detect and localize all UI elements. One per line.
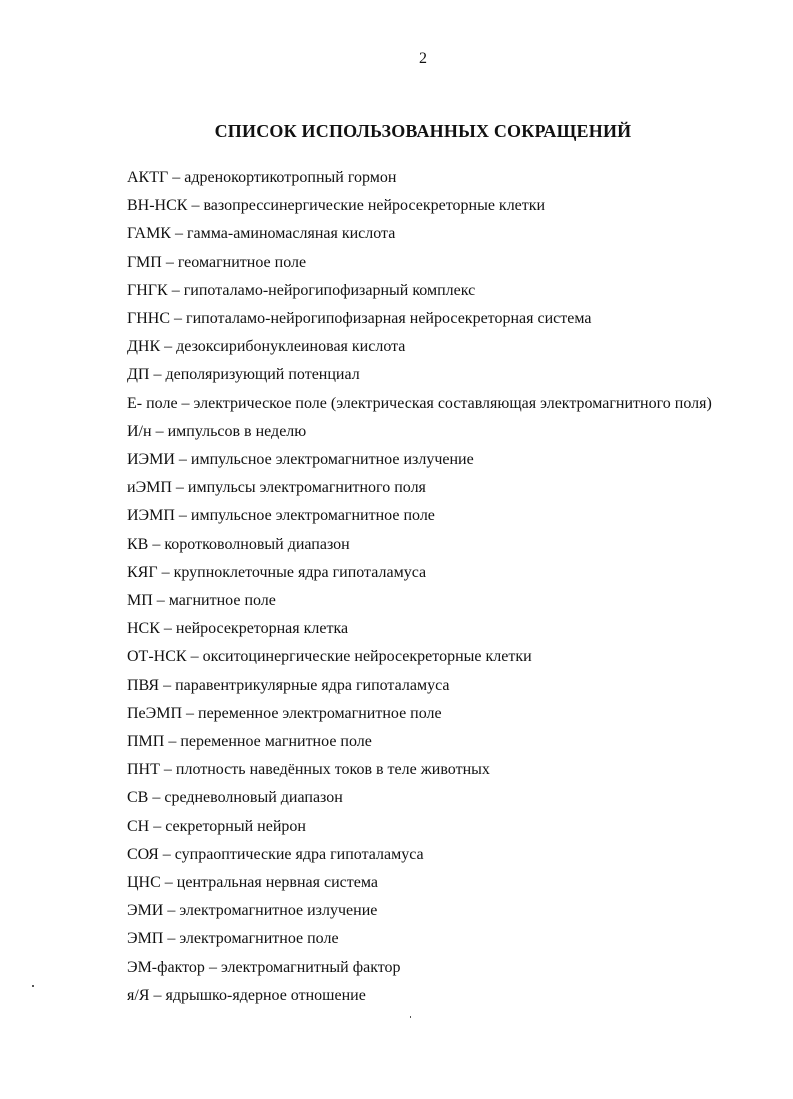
abbreviation-definition: импульсов в неделю — [167, 422, 307, 440]
abbreviation-entry — [127, 531, 717, 559]
abbreviation-definition: электромагнитный фактор — [220, 958, 401, 976]
abbreviation-definition: гипоталамо-нейрогипофизарная нейросекреторная система — [186, 310, 592, 328]
abbreviation-term: ДНК — [127, 338, 161, 356]
abbreviation-term: МП — [127, 592, 153, 610]
abbreviation-entry — [127, 361, 717, 389]
abbreviation-definition: переменное магнитное поле — [180, 733, 372, 751]
abbreviation-definition: электромагнитное поле — [179, 930, 339, 948]
abbreviation-dash: – — [171, 281, 180, 299]
abbreviation-entry — [127, 418, 717, 446]
abbreviation-dash: – — [161, 563, 170, 581]
abbreviation-definition: плотность наведённых токов в теле животных — [175, 761, 490, 779]
abbreviation-dash: – — [152, 789, 161, 807]
abbreviation-term: ПМП — [127, 733, 165, 751]
page-number: 2 — [419, 50, 427, 67]
abbreviation-definition: импульсное электромагнитное поле — [190, 507, 435, 525]
abbreviation-definition: деполяризующий потенциал — [165, 366, 360, 384]
abbreviation-term: ЭМИ — [127, 902, 164, 920]
abbreviation-dash: – — [181, 394, 190, 412]
abbreviation-dash: – — [162, 845, 171, 863]
abbreviation-entry — [127, 192, 717, 220]
abbreviation-dash: – — [178, 507, 187, 525]
abbreviation-definition: геомагнитное поле — [177, 253, 307, 271]
abbreviation-term: ГННС — [127, 310, 171, 328]
abbreviation-term: СН — [127, 817, 150, 835]
abbreviation-dash: – — [191, 197, 200, 215]
abbreviation-term: ПеЭМП — [127, 704, 182, 722]
abbreviation-dash: – — [163, 676, 172, 694]
abbreviation-entry — [127, 615, 717, 643]
abbreviation-dash: – — [153, 366, 162, 384]
abbreviation-definition: гипоталамо-нейрогипофизарный комплекс — [183, 281, 476, 299]
abbreviation-entry — [127, 277, 717, 305]
abbreviation-term: СОЯ — [127, 845, 159, 863]
abbreviation-entry — [127, 446, 717, 474]
abbreviation-entry — [127, 784, 717, 812]
abbreviation-definition: магнитное поле — [168, 592, 276, 610]
abbreviation-definition: центральная нервная система — [176, 874, 378, 892]
abbreviation-entry — [127, 305, 717, 333]
abbreviation-entry — [127, 502, 717, 530]
abbreviation-definition: вазопрессинергические нейросекреторные клетки — [203, 197, 546, 215]
abbreviation-entry — [127, 756, 717, 784]
abbreviation-entry — [127, 643, 717, 671]
abbreviation-term: НСК — [127, 620, 160, 638]
abbreviation-entry — [127, 220, 717, 248]
abbreviation-definition: средневолновый диапазон — [164, 789, 343, 807]
abbreviation-dash: – — [174, 310, 183, 328]
abbreviation-term: ЭМ-фактор — [127, 958, 205, 976]
abbreviation-term: АКТГ — [127, 169, 169, 186]
abbreviation-entry — [127, 249, 717, 277]
abbreviation-entry — [127, 897, 717, 925]
abbreviation-dash: – — [164, 338, 173, 356]
abbreviation-term: ЦНС — [127, 874, 161, 892]
abbreviation-definition: коротковолновый диапазон — [164, 535, 350, 553]
scan-speck — [410, 1016, 411, 1018]
abbreviation-term: ИЭМИ — [127, 451, 175, 469]
abbreviation-definition: нейросекреторная клетка — [175, 620, 349, 638]
abbreviation-term: ВН-НСК — [127, 197, 188, 215]
abbreviation-term: СВ — [127, 789, 149, 807]
abbreviation-term: ГАМК — [127, 225, 171, 243]
abbreviation-entry — [127, 813, 717, 841]
abbreviation-dash: – — [165, 253, 174, 271]
abbreviation-dash: – — [167, 930, 176, 948]
abbreviation-dash: – — [152, 535, 161, 553]
abbreviation-dash: – — [174, 225, 183, 243]
abbreviation-dash: – — [153, 817, 162, 835]
abbreviation-term: ГНГК — [127, 281, 168, 299]
abbreviation-term: ГМП — [127, 253, 162, 271]
abbreviation-dash: – — [164, 874, 173, 892]
abbreviation-definition: импульсное электромагнитное излучение — [190, 451, 474, 469]
abbreviation-definition: паравентрикулярные ядра гипоталамуса — [175, 676, 450, 694]
abbreviation-definition: переменное электромагнитное поле — [198, 704, 442, 722]
abbreviation-dash: – — [178, 451, 187, 469]
abbreviation-term: КЯГ — [127, 563, 158, 581]
abbreviation-definition: супраоптические ядра гипоталамуса — [174, 845, 424, 863]
abbreviation-definition: электрическое поле (электрическая составляющая электромагнитного поля) — [193, 394, 712, 412]
abbreviation-entry — [127, 587, 717, 615]
abbreviation-definition: импульсы электромагнитного поля — [187, 479, 426, 497]
abbreviation-dash: – — [172, 169, 181, 186]
abbreviation-dash: – — [175, 479, 184, 497]
abbreviation-dash: – — [168, 733, 177, 751]
abbreviation-dash: – — [153, 986, 162, 1004]
abbreviation-dash: – — [156, 592, 165, 610]
abbreviation-term: Е- поле — [127, 394, 178, 412]
abbreviation-dash: – — [155, 422, 164, 440]
abbreviation-entry — [127, 559, 717, 587]
abbreviation-entry — [127, 672, 717, 700]
abbreviation-definition: секреторный нейрон — [165, 817, 306, 835]
abbreviation-definition: адренокортикотропный гормон — [184, 169, 397, 186]
abbreviation-definition: ядрышко-ядерное отношение — [165, 986, 366, 1004]
abbreviation-entry — [127, 954, 717, 982]
abbreviation-definition: гамма-аминомасляная кислота — [186, 225, 396, 243]
scan-speck — [32, 985, 34, 987]
abbreviation-entry — [127, 474, 717, 502]
abbreviation-entry — [127, 982, 717, 1010]
abbreviation-term: я/Я — [127, 986, 150, 1004]
abbreviation-dash: – — [163, 620, 172, 638]
abbreviation-definition: дезоксирибонуклеиновая кислота — [176, 338, 406, 356]
abbreviation-term: И/н — [127, 422, 152, 440]
abbreviation-dash: – — [190, 648, 199, 666]
abbreviation-list — [127, 164, 717, 1010]
abbreviation-entry — [127, 700, 717, 728]
abbreviation-entry — [127, 728, 717, 756]
abbreviation-entry — [127, 869, 717, 897]
abbreviation-definition: электромагнитное излучение — [179, 902, 378, 920]
abbreviation-entry — [127, 164, 717, 192]
abbreviation-term: иЭМП — [127, 479, 172, 497]
abbreviation-term: ДП — [127, 366, 150, 384]
abbreviation-entry — [127, 390, 717, 418]
abbreviation-definition: окситоцинергические нейросекреторные клетки — [202, 648, 532, 666]
abbreviation-term: ЭМП — [127, 930, 164, 948]
abbreviation-term: ИЭМП — [127, 507, 175, 525]
abbreviation-definition: крупноклеточные ядра гипоталамуса — [173, 563, 427, 581]
abbreviation-term: ОТ-НСК — [127, 648, 187, 666]
abbreviation-dash: – — [208, 958, 217, 976]
abbreviation-dash: – — [163, 761, 172, 779]
abbreviation-term: КВ — [127, 535, 149, 553]
abbreviation-entry — [127, 841, 717, 869]
abbreviation-term: ПВЯ — [127, 676, 160, 694]
abbreviation-entry — [127, 925, 717, 953]
abbreviation-dash: – — [186, 704, 194, 722]
abbreviation-entry — [127, 333, 717, 361]
abbreviation-dash: – — [167, 902, 176, 920]
page-title: СПИСОК ИСПОЛЬЗОВАННЫХ СОКРАЩЕНИЙ — [214, 121, 632, 141]
abbreviation-term: ПНТ — [127, 761, 160, 779]
